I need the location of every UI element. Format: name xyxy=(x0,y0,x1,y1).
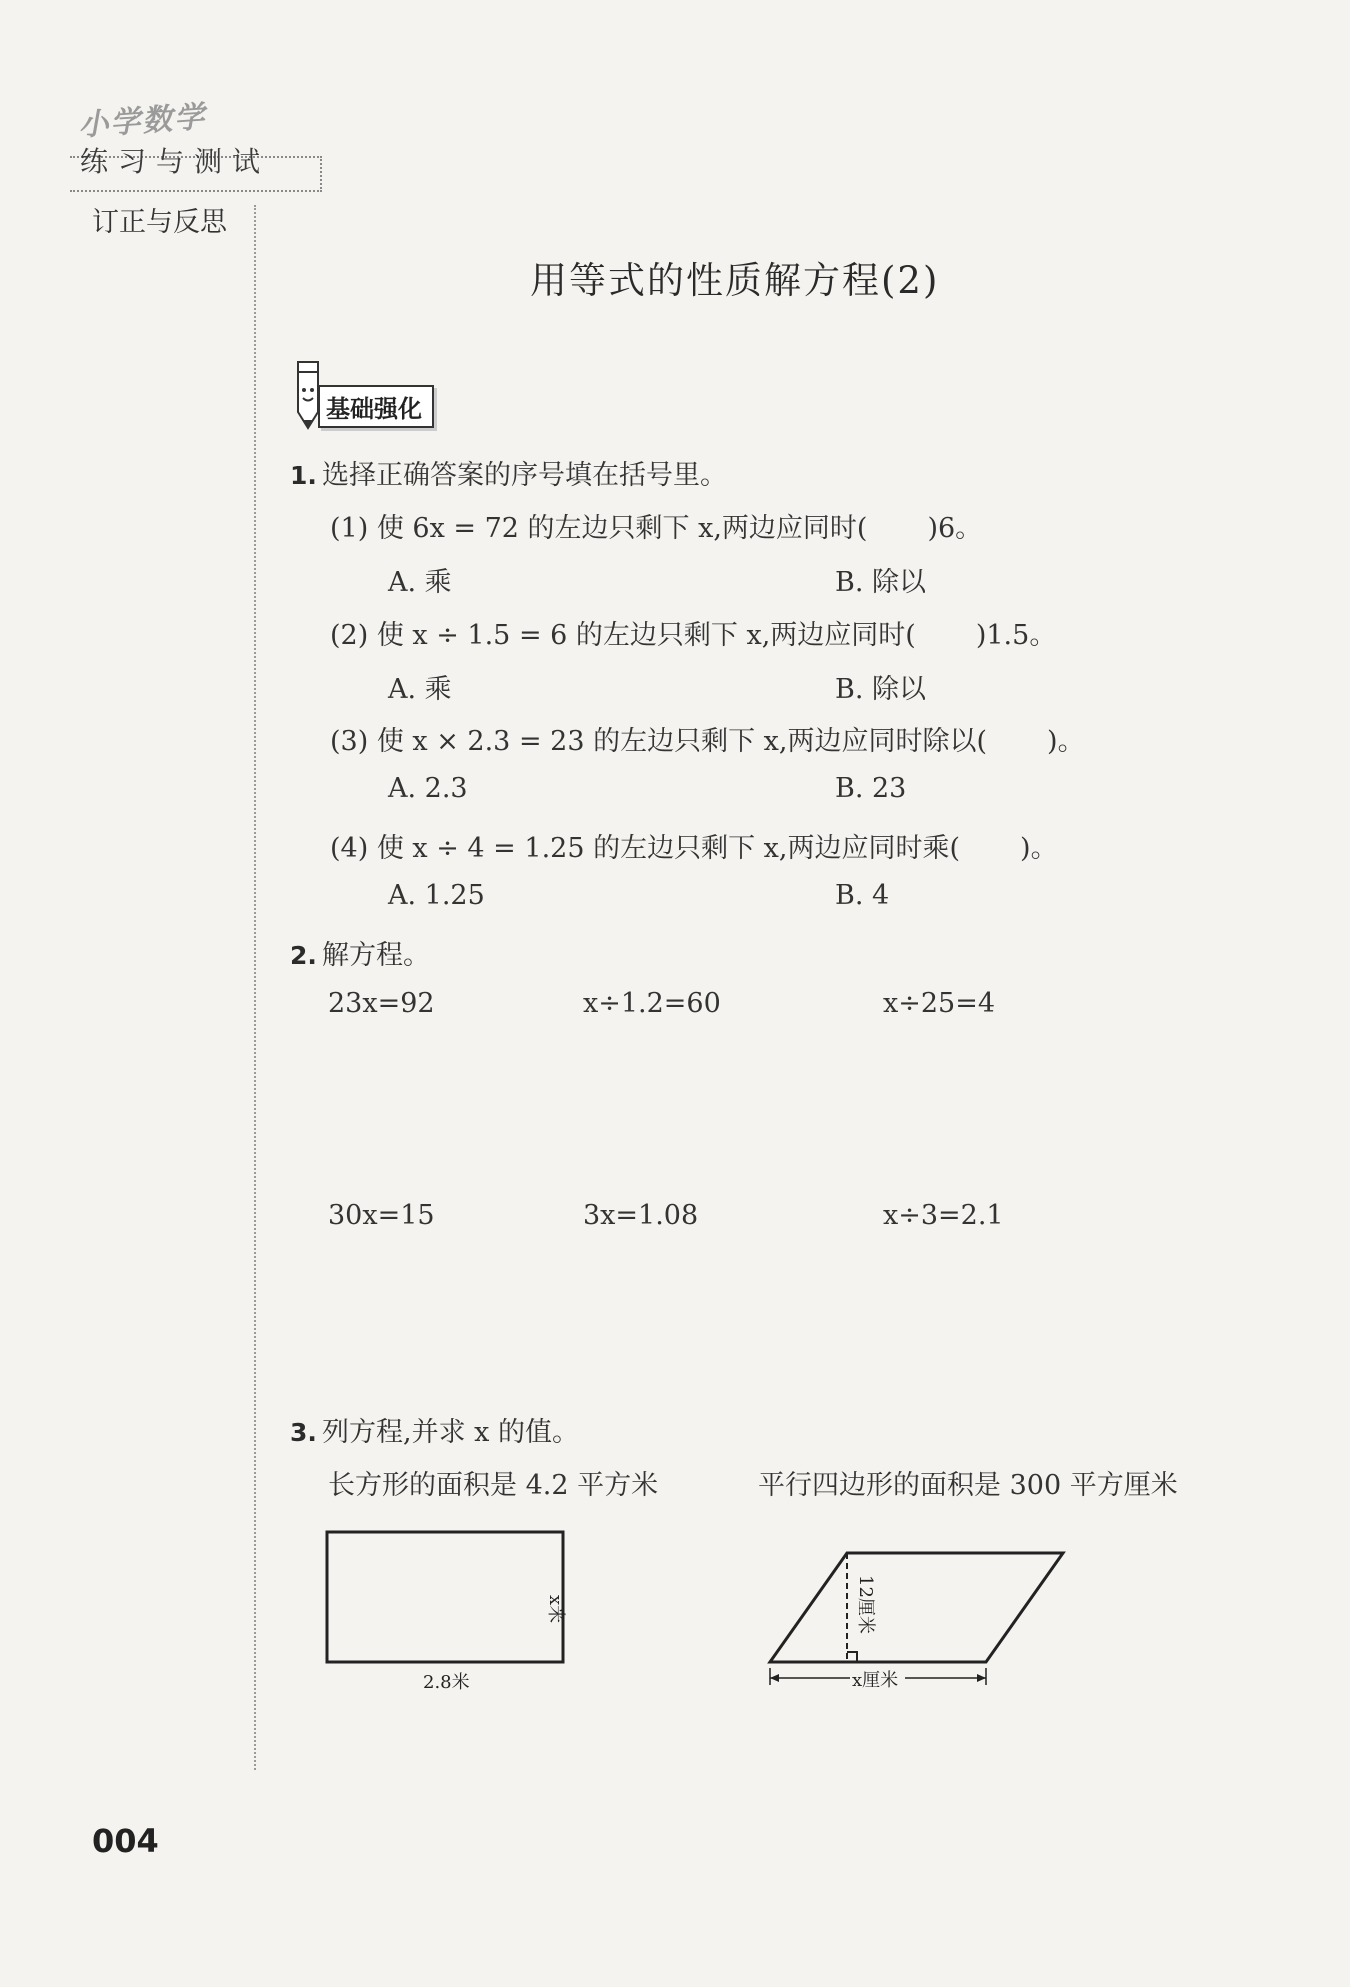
margin-divider xyxy=(254,205,256,1770)
parallelogram-caption: 平行四边形的面积是 300 平方厘米 xyxy=(758,1470,1178,1501)
series-logo: 小学数学 xyxy=(77,99,208,144)
equation: 30x=15 xyxy=(328,1200,435,1231)
parallelogram-base-label: x厘米 xyxy=(852,1670,899,1691)
option-b: B. 23 xyxy=(835,773,907,804)
equation: 23x=92 xyxy=(328,988,435,1019)
equation: x÷3=2.1 xyxy=(883,1200,1004,1231)
rectangle-caption: 长方形的面积是 4.2 平方米 xyxy=(328,1470,659,1501)
arrow-right-icon xyxy=(977,1674,986,1682)
parallelogram-figure xyxy=(765,1535,1075,1695)
q1-item-1 xyxy=(330,506,982,545)
question-number: 3. xyxy=(290,1418,317,1447)
question-text: 解方程。 xyxy=(322,940,430,971)
page-title: 用等式的性质解方程(2) xyxy=(530,259,940,302)
question-text: 列方程,并求 x 的值。 xyxy=(322,1417,579,1448)
page-number: 004 xyxy=(92,1822,159,1860)
option-a: A. 乘 xyxy=(388,674,452,705)
option-b: B. 除以 xyxy=(835,674,927,705)
option-b: B. 4 xyxy=(835,880,890,911)
item-text: (2) 使 x ÷ 1.5 = 6 的左边只剩下 x,两边应同时( xyxy=(330,620,916,651)
subtitle: 练习与测试 xyxy=(80,145,271,178)
item-suffix: )。 xyxy=(1047,726,1085,757)
question-text: 选择正确答案的序号填在括号里。 xyxy=(322,460,727,491)
item-text: (4) 使 x ÷ 4 = 1.25 的左边只剩下 x,两边应同时乘( xyxy=(330,833,961,864)
arrow-left-icon xyxy=(770,1674,779,1682)
option-b: B. 除以 xyxy=(835,567,927,598)
rectangle-width-label: 2.8米 xyxy=(423,1672,470,1693)
question-2 xyxy=(290,933,430,972)
section-badge: 基础强化 xyxy=(318,385,434,428)
parallelogram-height-label: 12厘米 xyxy=(855,1575,876,1634)
rectangle-height-label: x米 xyxy=(545,1595,566,1624)
option-a: A. 乘 xyxy=(388,567,452,598)
option-a: A. 2.3 xyxy=(388,773,468,804)
question-1 xyxy=(290,453,727,492)
margin-note-label: 订正与反思 xyxy=(92,207,227,238)
equation: x÷1.2=60 xyxy=(583,988,721,1019)
q1-item-2 xyxy=(330,613,1056,652)
question-number: 1. xyxy=(290,461,317,490)
item-text: (3) 使 x × 2.3 = 23 的左边只剩下 x,两边应同时除以( xyxy=(330,726,988,757)
equation: x÷25=4 xyxy=(883,988,996,1019)
question-number: 2. xyxy=(290,941,317,970)
parallelogram-shape xyxy=(770,1553,1063,1662)
rectangle-shape xyxy=(327,1532,563,1662)
question-3 xyxy=(290,1410,579,1449)
equation: 3x=1.08 xyxy=(583,1200,699,1231)
item-text: (1) 使 6x = 72 的左边只剩下 x,两边应同时( xyxy=(330,513,868,544)
q1-item-4 xyxy=(330,826,1058,865)
item-suffix: )。 xyxy=(1020,833,1058,864)
item-suffix: )1.5。 xyxy=(975,620,1057,651)
option-a: A. 1.25 xyxy=(388,880,485,911)
q1-item-3 xyxy=(330,719,1085,758)
item-suffix: )6。 xyxy=(927,513,983,544)
